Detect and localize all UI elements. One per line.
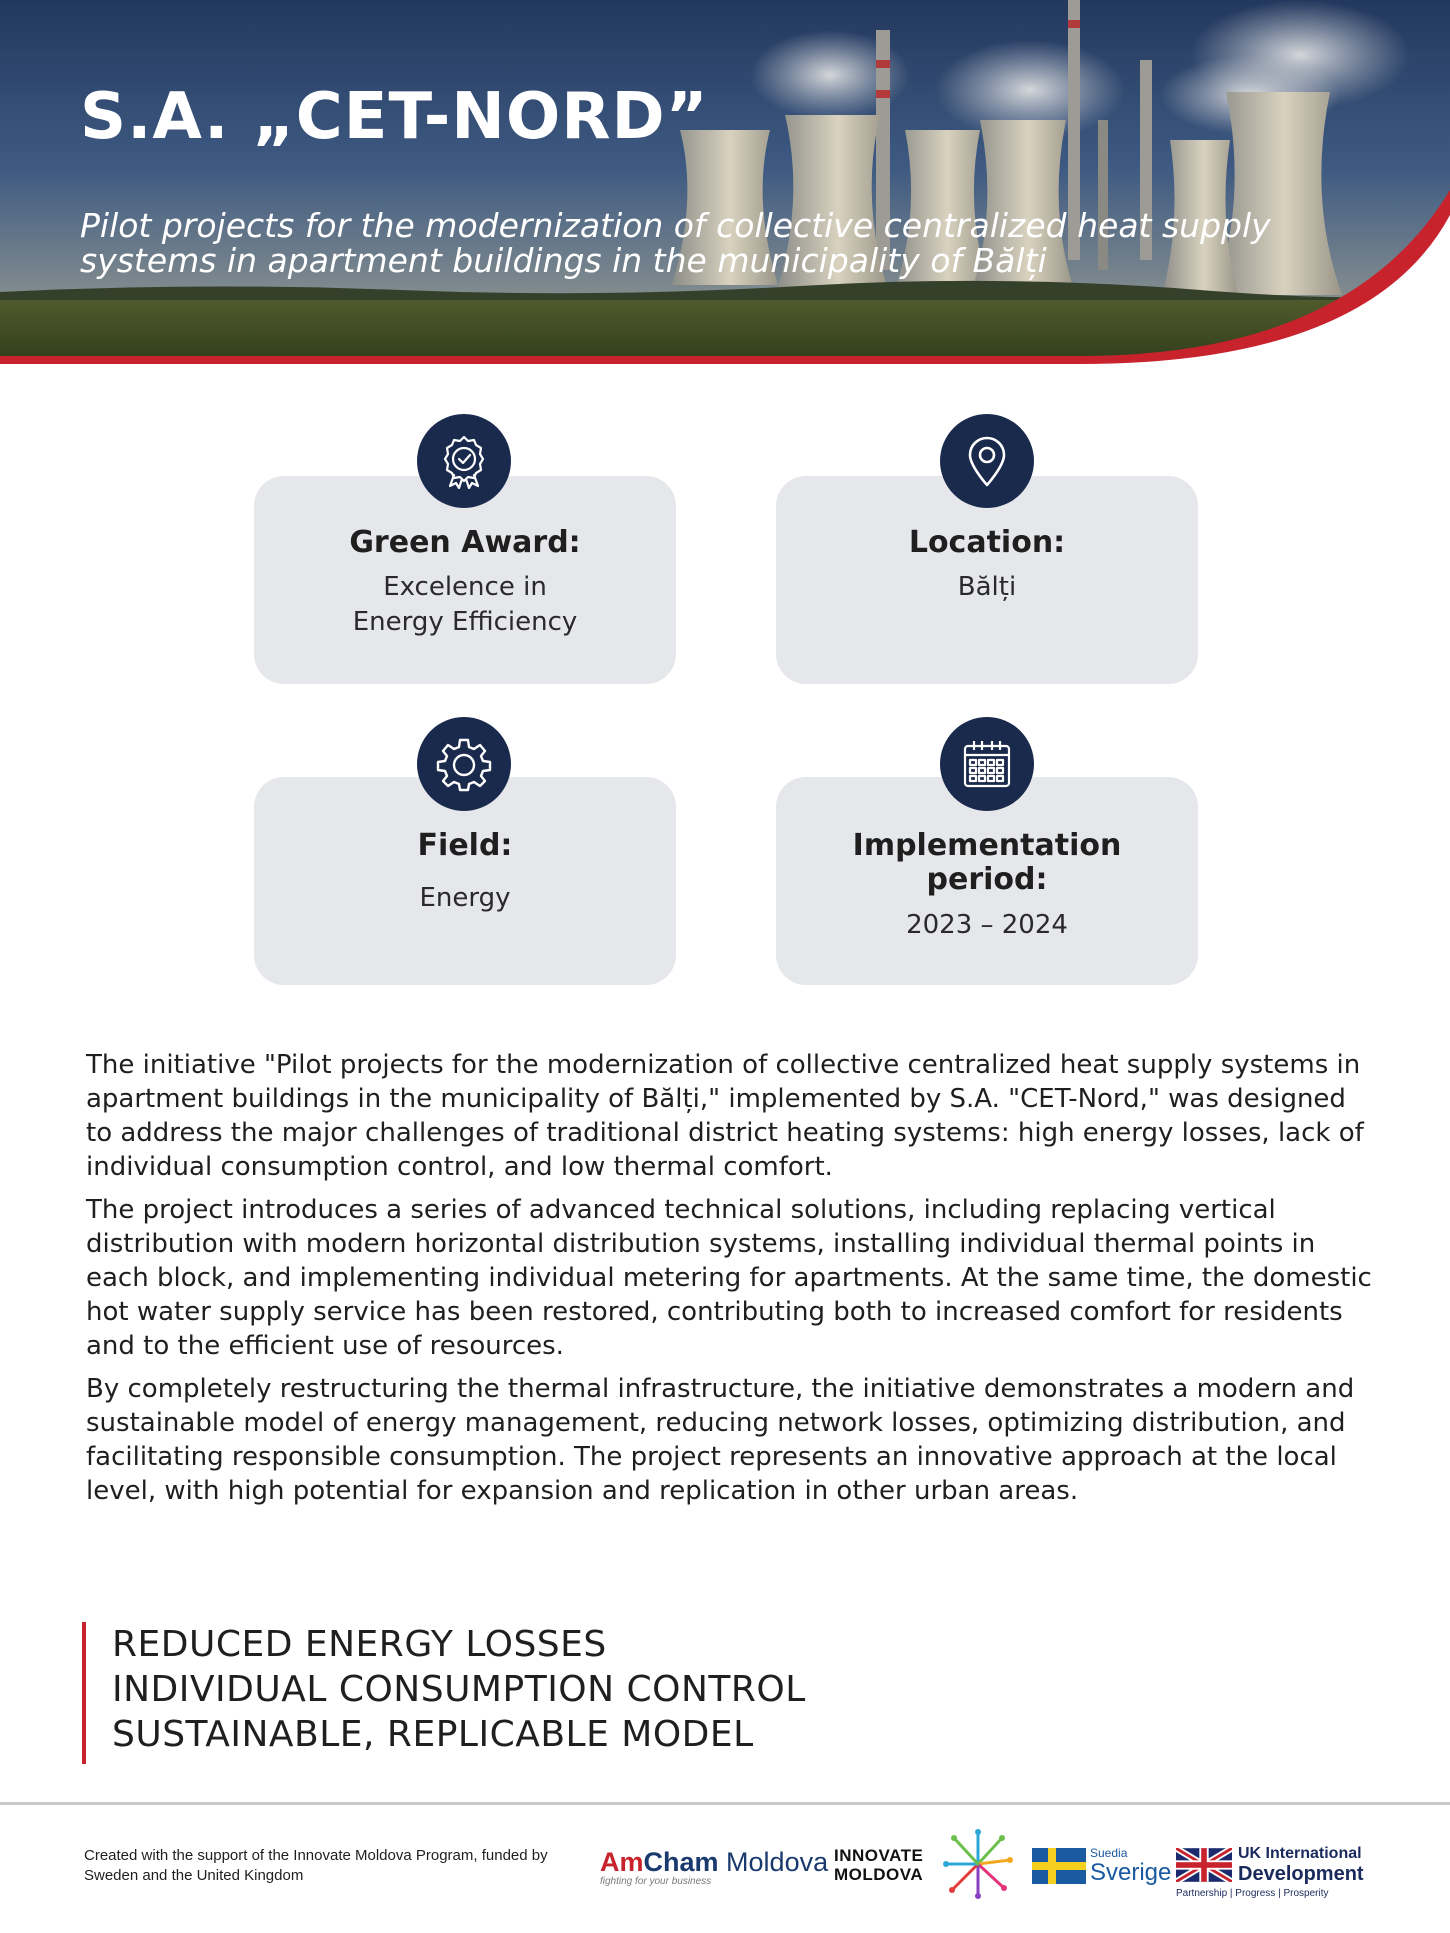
description-paragraph: By completely restructuring the thermal infrastructure, the initiative demonstrates a modern and sustainable model of energy management, reducing network losses, optimizing distribution, and facilitating responsible consumption. The project represents an innovative approach at the local level, with high potential for expansion and replication in other urban areas. xyxy=(86,1374,1355,1506)
project-description xyxy=(86,1048,1376,1517)
award-seal-icon xyxy=(417,414,511,508)
amcham-tagline: fighting for your business xyxy=(600,1876,712,1887)
uk-aid-logo-text xyxy=(1238,1845,1364,1885)
card-value: 2023 – 2024 xyxy=(906,910,1068,940)
uk-line2: Development xyxy=(1238,1863,1364,1885)
amcham-am: Am xyxy=(600,1847,644,1877)
highlight-item: REDUCED ENERGY LOSSES xyxy=(112,1624,607,1665)
footer-note: Created with the support of the Innovate Moldova Program, funded by Sweden and the United Kingdom xyxy=(84,1847,548,1884)
highlight-item: SUSTAINABLE, REPLICABLE MODEL xyxy=(112,1714,754,1755)
innovate-line2: MOLDOVA xyxy=(834,1865,924,1884)
gear-icon xyxy=(417,717,511,811)
page-subtitle: Pilot projects for the modernization of collective centralized heat supply systems in apartment buildings in the municipality of Bălți xyxy=(80,206,1271,280)
card-value: Excelence in Energy Efficiency xyxy=(352,572,578,637)
map-pin-icon xyxy=(940,414,1034,508)
page-title: S.A. „CET-NORD” xyxy=(80,80,709,154)
description-paragraph: The project introduces a series of advanced technical solutions, including replacing vertical distribution with modern horizontal distribution systems, installing individual thermal points in each block, and implementing individual metering for apartments. At the same time, the domestic hot water supply service has been restored, contributing both to increased comfort for residents and to the efficient use of resources. xyxy=(86,1195,1372,1361)
card-label: Field: xyxy=(417,828,513,863)
sweden-small: Suedia xyxy=(1090,1846,1128,1860)
uk-tagline xyxy=(1176,1888,1328,1899)
key-highlights xyxy=(82,1622,806,1764)
amcham-moldova-logo xyxy=(600,1848,828,1887)
footer-divider xyxy=(0,1802,1450,1805)
uk-line1: UK International xyxy=(1238,1845,1362,1862)
card-label: Location: xyxy=(908,525,1066,560)
network-burst-icon xyxy=(940,1826,1016,1907)
highlight-item: INDIVIDUAL CONSUMPTION CONTROL xyxy=(112,1669,806,1710)
innovate-line1: INNOVATE xyxy=(834,1846,924,1865)
sweden-logo-text xyxy=(1090,1846,1171,1886)
calendar-icon xyxy=(940,717,1034,811)
sweden-flag-icon xyxy=(1032,1848,1086,1889)
uk-flag-icon xyxy=(1176,1848,1232,1887)
card-value: Bălți xyxy=(957,572,1017,602)
sweden-big: Sverige xyxy=(1090,1859,1172,1886)
amcham-moldova: Moldova xyxy=(726,1847,829,1877)
card-value: Energy xyxy=(419,883,511,913)
uk-tagline-text: Partnership | Progress | Prosperity xyxy=(1176,1888,1329,1899)
hero-banner xyxy=(0,0,1450,372)
card-label: Implementation period: xyxy=(852,828,1122,897)
amcham-cham: Cham xyxy=(643,1847,719,1877)
innovate-moldova-logo xyxy=(834,1846,923,1884)
description-paragraph: The initiative "Pilot projects for the modernization of collective centralized heat supply systems in apartment buildings in the municipality of Bălți," implemented by S.A. "CET-Nord," was designed to address the major challenges of traditional district heating systems: high energy losses, lack of individual consumption control, and low thermal comfort. xyxy=(86,1050,1364,1182)
card-label: Green Award: xyxy=(349,525,581,560)
power-plant-photo xyxy=(0,0,1450,372)
